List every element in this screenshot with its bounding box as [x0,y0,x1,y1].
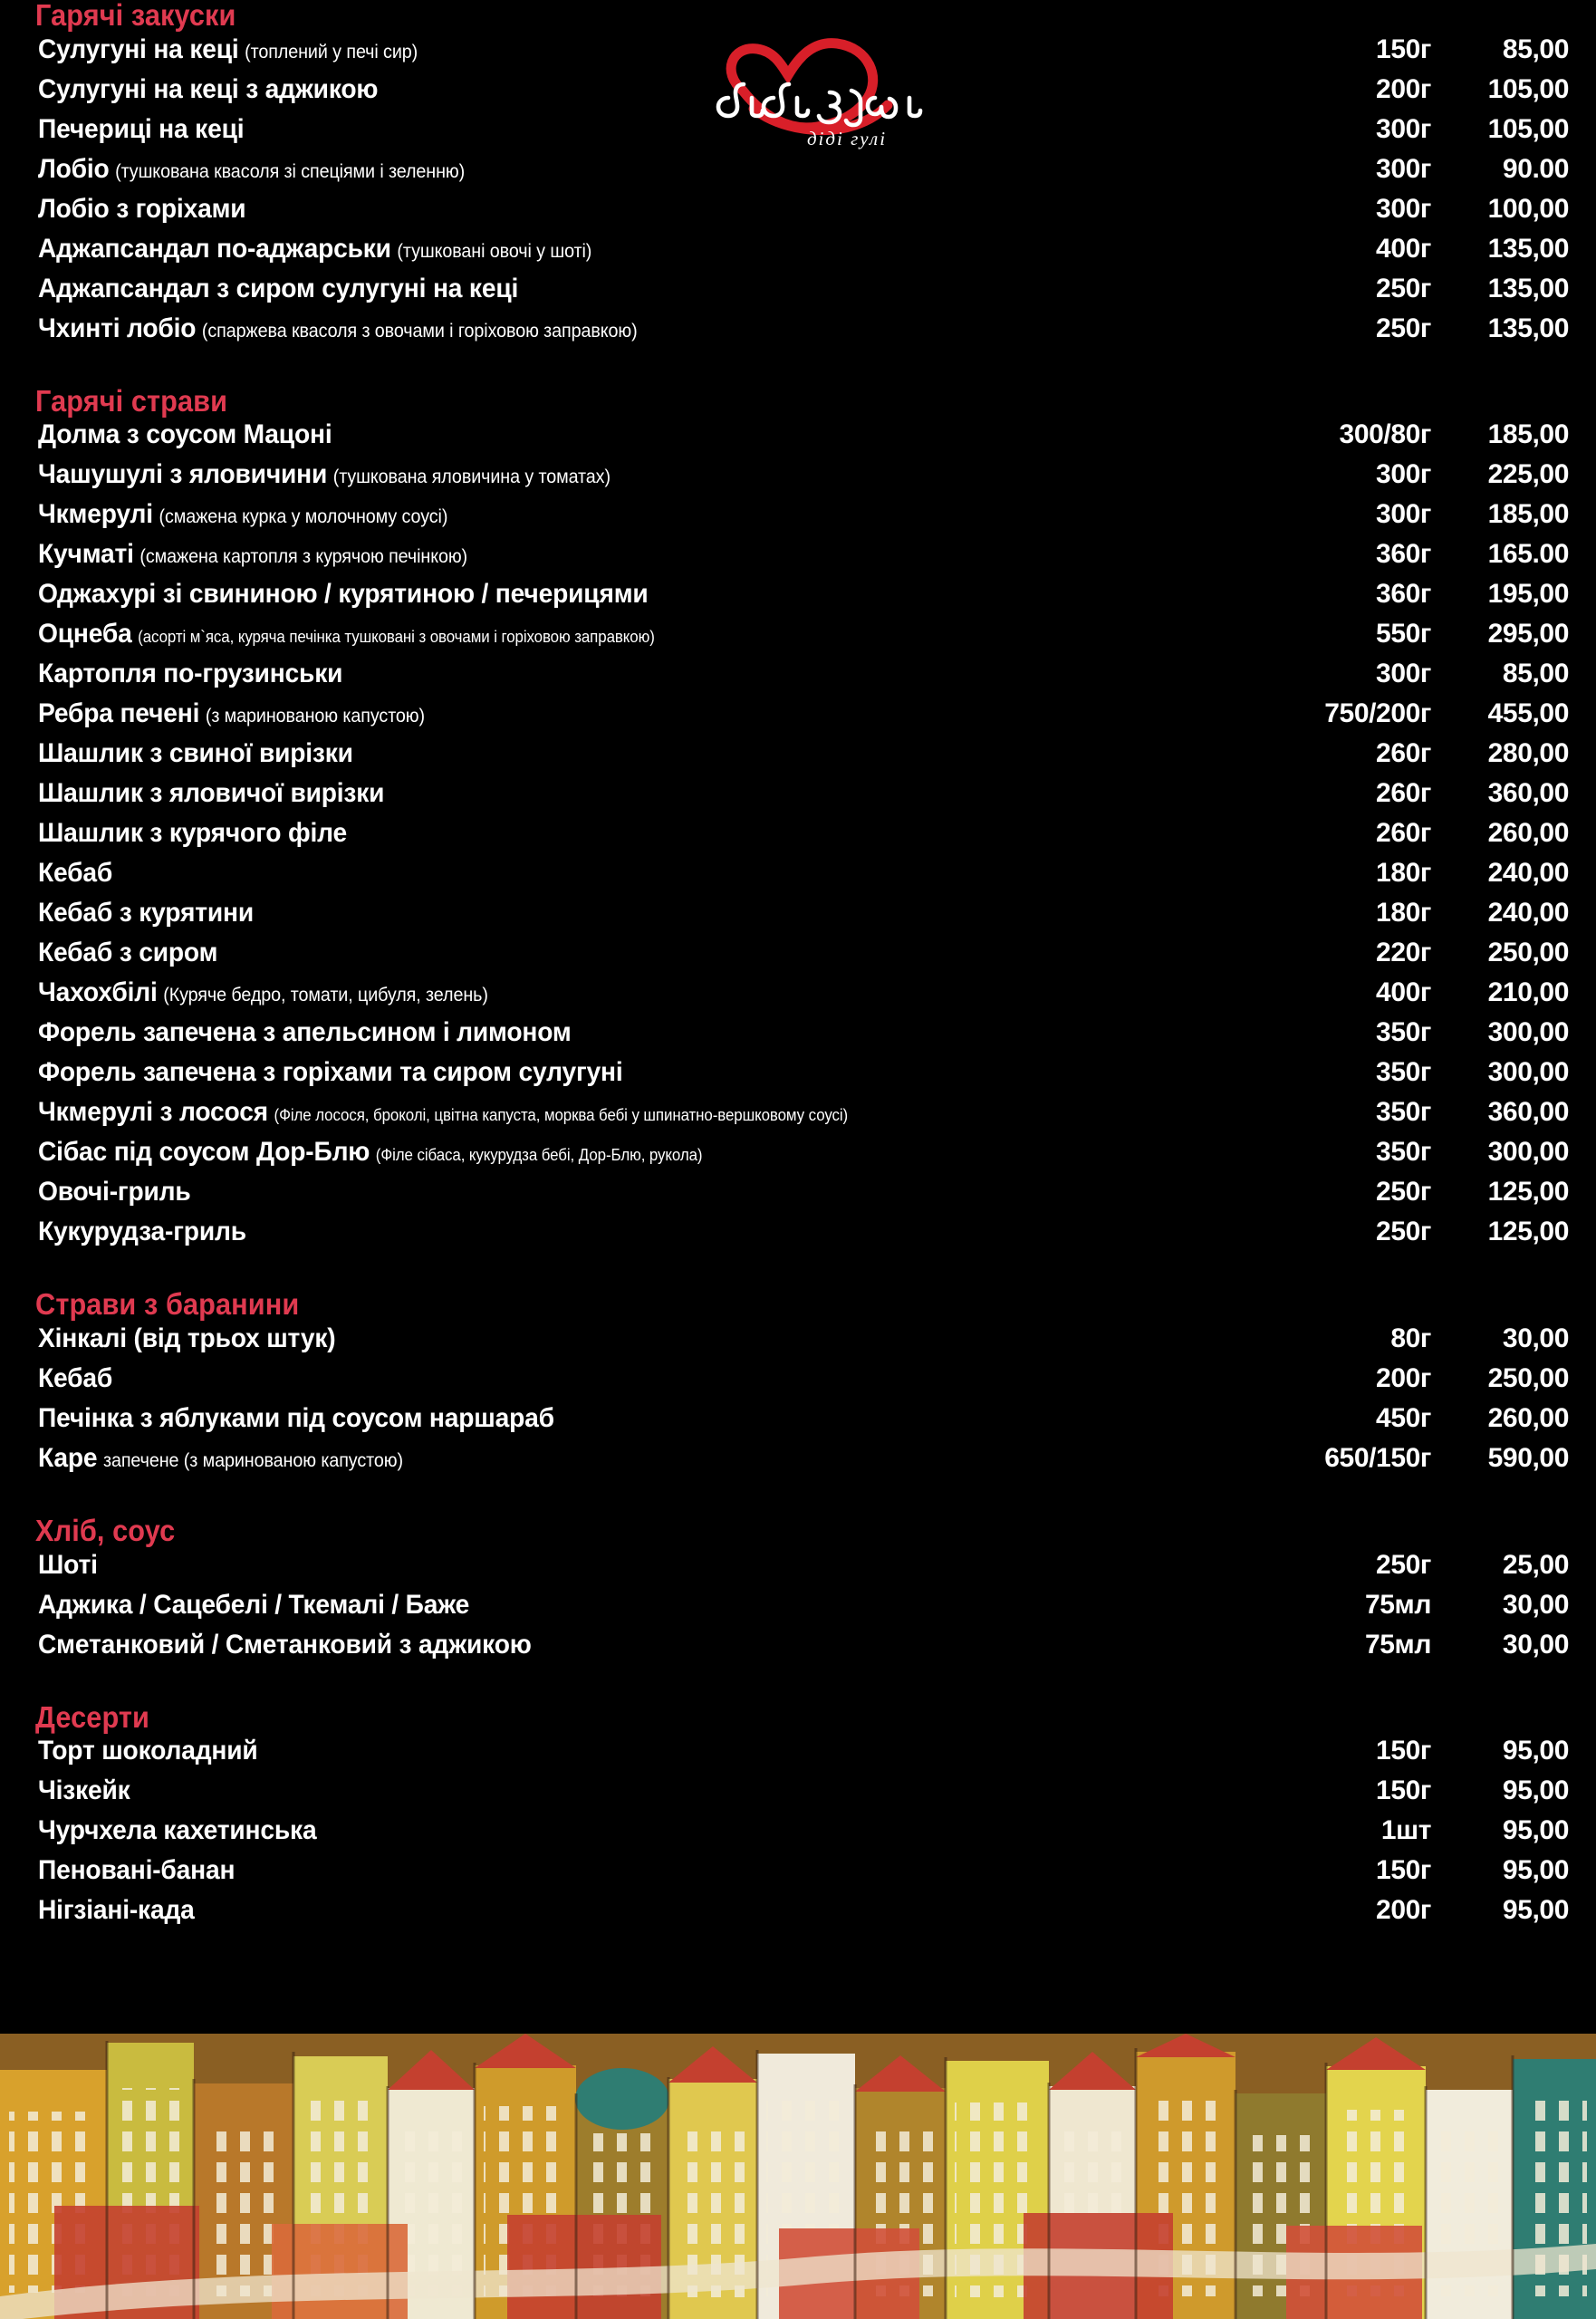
item-name: Каре [38,1444,98,1472]
item-name-group [38,1777,1168,1804]
menu-row [0,780,1596,820]
item-weight: 550г [1376,619,1431,650]
item-name: Печінка з яблуками під соусом наршараб [38,1404,554,1432]
item-name: Аджапсандал по-аджарськи [38,235,391,263]
item-price: 125,00 [1487,1217,1569,1247]
menu-row [0,939,1596,979]
item-price: 30,00 [1502,1589,1569,1620]
item-price: 210,00 [1487,977,1569,1008]
menu-section-hot-dishes [0,383,1596,1259]
item-name-group [38,541,1168,568]
item-name: Чізкейк [38,1777,130,1805]
logo-transliteration: дiдi гулi [806,128,888,149]
menu-row [0,233,1596,275]
item-name-group [38,860,1168,887]
item-name-group [38,740,1168,767]
item-name: Шашлик з яловичої вирізки [38,780,385,808]
item-weight: 200г [1376,1362,1431,1393]
item-name: Оцнеба [38,621,132,649]
item-name: Кебаб з курятини [38,900,254,928]
item-name: Лобіо з горіхами [38,195,246,223]
item-price: 95,00 [1502,1895,1569,1926]
item-description: (тушкована квасоля зі спеціями і зеленню) [115,160,466,182]
item-price: 195,00 [1487,579,1569,610]
item-name: Форель запечена з апельсином і лимоном [38,1019,572,1047]
item-price: 185,00 [1487,419,1569,450]
item-name-group [38,36,1168,63]
item-price: 260,00 [1487,818,1569,849]
item-name: Шашлик з курячого філе [38,820,347,848]
item-weight: 350г [1376,1137,1431,1168]
item-weight: 360г [1376,579,1431,610]
item-price: 95,00 [1502,1736,1569,1766]
footer-artwork [0,2034,1596,2319]
menu-row [0,36,1596,76]
item-price: 455,00 [1487,698,1569,729]
item-name: Кукурудза-гриль [38,1218,246,1246]
item-price: 280,00 [1487,738,1569,769]
item-price: 95,00 [1502,1775,1569,1806]
item-weight: 75мл [1364,1589,1431,1620]
item-weight: 150г [1376,34,1431,64]
menu-row [0,1589,1596,1631]
item-name: Долма з соусом Мацоні [38,421,332,449]
item-price: 135,00 [1487,313,1569,343]
item-name: Ребра печені [38,700,200,728]
item-price: 250,00 [1487,938,1569,968]
item-weight: 360г [1376,539,1431,570]
item-weight: 260г [1376,738,1431,769]
item-name-group [38,1737,1168,1765]
menu-section-desserts [0,1699,1596,1938]
item-name-group [38,700,1168,727]
item-price: 240,00 [1487,858,1569,889]
item-name-group [38,1592,1168,1619]
item-description: (тушковані овочі у шоті) [397,240,592,262]
menu-row [0,1442,1596,1485]
item-name-group [38,1365,1168,1392]
menu-row [0,501,1596,541]
item-weight: 80г [1390,1323,1431,1353]
item-name: Нігзіані-када [38,1897,195,1925]
item-price: 260,00 [1487,1402,1569,1433]
item-price: 590,00 [1487,1442,1569,1473]
menu-row [0,461,1596,501]
item-description: (з маринованою капустою) [205,706,425,727]
menu-row [0,700,1596,740]
item-name-group [38,1059,1168,1086]
item-weight: 300г [1376,113,1431,144]
menu-row [0,1059,1596,1099]
item-price: 100,00 [1487,193,1569,224]
menu-row [0,1817,1596,1857]
item-weight: 150г [1376,1736,1431,1766]
item-weight: 200г [1376,1895,1431,1926]
item-name: Оджахурі зі свининою / курятиною / печерицями [38,581,649,609]
item-weight: 300г [1376,153,1431,184]
menu-row [0,315,1596,355]
item-price: 300,00 [1487,1017,1569,1048]
item-price: 25,00 [1502,1549,1569,1580]
menu-row [0,820,1596,860]
menu-row [0,1897,1596,1937]
item-price: 360,00 [1487,1097,1569,1128]
item-price: 300,00 [1487,1137,1569,1168]
menu-row [0,73,1596,116]
item-price: 125,00 [1487,1177,1569,1208]
item-weight: 350г [1376,1017,1431,1048]
menu-row [0,1099,1596,1139]
menu-row [0,1777,1596,1817]
item-weight: 350г [1376,1097,1431,1128]
menu-row [0,1549,1596,1592]
item-name-group [38,660,1168,688]
menu-row [0,153,1596,196]
item-name: Кебаб [38,1364,113,1392]
menu-row [0,421,1596,461]
item-weight: 300г [1376,193,1431,224]
item-name: Печериці на кеці [38,115,245,143]
item-name-group [38,156,1168,183]
item-price: 135,00 [1487,233,1569,264]
menu-row [0,740,1596,780]
item-name: Лобіо [38,155,110,183]
item-name: Кучматі [38,541,134,569]
item-name-group [38,1325,1168,1352]
item-name: Кебаб з сиром [38,939,218,967]
item-name-group [38,421,1168,448]
item-weight: 200г [1376,73,1431,104]
menu-row [0,1857,1596,1897]
item-price: 85,00 [1502,659,1569,689]
item-name: Чурчхела кахетинська [38,1817,317,1845]
item-name-group [38,1179,1168,1206]
item-weight: 260г [1376,778,1431,809]
item-description: (топлений у печі сир) [245,41,418,63]
item-weight: 1шт [1380,1815,1431,1846]
item-description: (асорті м`яса, куряча печінка тушковані з овочами і горіховою заправкою) [138,628,655,647]
item-name-group [38,939,1168,967]
item-name-group [38,621,1168,648]
item-name: Шашлик з свиної вирізки [38,740,353,768]
menu-row [0,275,1596,315]
section-title: Гарячі закуски [35,0,236,32]
item-price: 105,00 [1487,113,1569,144]
item-name: Чашушулі з яловичини [38,461,328,489]
menu-row [0,1218,1596,1258]
item-name: Чхинті лобіо [38,314,197,342]
item-description: запечене (з маринованою капустою) [102,1449,403,1471]
item-weight: 300г [1376,459,1431,490]
item-name-group [38,501,1168,528]
item-name: Хінкалі (від трьох штук) [38,1324,336,1352]
item-name: Аджапсандал з сиром сулугуні на кеці [38,274,519,303]
item-name-group [38,315,1168,342]
item-weight: 750/200г [1324,698,1431,729]
item-name-group [38,275,1168,303]
item-name-group [38,116,1168,143]
item-weight: 400г [1376,977,1431,1008]
item-description: (смажена картопля з курячою печінкою) [139,546,468,568]
item-price: 30,00 [1502,1323,1569,1353]
item-weight: 250г [1376,1217,1431,1247]
item-name-group [38,1552,1168,1579]
item-name-group [38,979,1168,1006]
item-weight: 180г [1376,898,1431,929]
item-weight: 450г [1376,1402,1431,1433]
menu-row [0,1631,1596,1671]
item-name-group [38,1897,1168,1924]
item-name: Чахохбілі [38,979,158,1007]
item-weight: 650/150г [1324,1442,1431,1473]
item-price: 250,00 [1487,1362,1569,1393]
item-name: Картопля по-грузинськи [38,660,343,688]
item-name-group [38,1857,1168,1884]
item-name: Шоті [38,1551,98,1579]
item-name-group [38,1817,1168,1844]
item-name-group [38,780,1168,807]
item-price: 360,00 [1487,778,1569,809]
item-weight: 250г [1376,313,1431,343]
item-weight: 250г [1376,273,1431,303]
item-name: Овочі-гриль [38,1179,191,1207]
item-name-group [38,1019,1168,1046]
item-name: Сулугуні на кеці з аджикою [38,75,379,103]
item-name-group [38,1218,1168,1246]
section-title: Десерти [35,1699,150,1734]
item-price: 300,00 [1487,1057,1569,1088]
section-title: Гарячі страви [35,383,228,418]
item-weight: 350г [1376,1057,1431,1088]
menu-row [0,1179,1596,1218]
item-name-group [38,236,1168,263]
item-price: 30,00 [1502,1629,1569,1660]
item-name-group [38,1445,1168,1472]
item-weight: 250г [1376,1177,1431,1208]
item-name: Чкмерулі з лосося [38,1099,268,1127]
item-name-group [38,1139,1168,1166]
menu-row [0,113,1596,156]
item-price: 165.00 [1487,539,1569,570]
menu-row [0,1019,1596,1059]
menu-row [0,979,1596,1019]
item-weight: 260г [1376,818,1431,849]
menu-section-lamb-dishes [0,1289,1596,1485]
item-price: 90.00 [1502,153,1569,184]
item-weight: 220г [1376,938,1431,968]
item-weight: 250г [1376,1549,1431,1580]
item-description: (Філе сібаса, кукурудза бебі, Дор-Блю, рукола) [375,1146,703,1165]
item-description: (спаржева квасоля з овочами і горіховою заправкою) [201,320,638,342]
item-description: (Філе лосося, броколі, цвітна капуста, морква бебі у шпинатно-вершковому соусі) [274,1106,849,1125]
item-weight: 150г [1376,1775,1431,1806]
item-name-group [38,1405,1168,1432]
menu-row [0,660,1596,700]
item-name: Сібас під соусом Дор-Блю [38,1139,370,1167]
menu-row [0,541,1596,581]
item-name-group [38,1631,1168,1659]
item-name-group [38,461,1168,488]
item-weight: 300г [1376,499,1431,530]
item-name-group [38,196,1168,223]
item-price: 105,00 [1487,73,1569,104]
item-description: (тушкована яловичина у томатах) [332,467,611,488]
item-price: 295,00 [1487,619,1569,650]
item-name: Сметанковий / Сметанковий з аджикою [38,1631,532,1659]
item-name-group [38,900,1168,927]
item-name-group [38,1099,1168,1126]
item-description: (смажена курка у молочному соусі) [159,506,448,528]
menu-section-bread-sauces [0,1513,1596,1671]
item-price: 95,00 [1502,1855,1569,1886]
menu-row [0,900,1596,939]
item-name: Чкмерулі [38,501,153,529]
menu-row [0,1402,1596,1445]
item-price: 135,00 [1487,273,1569,303]
item-price: 85,00 [1502,34,1569,64]
menu-row [0,1139,1596,1179]
section-title: Хліб, соус [35,1513,176,1547]
menu-row [0,193,1596,236]
item-weight: 150г [1376,1855,1431,1886]
item-weight: 180г [1376,858,1431,889]
item-weight: 400г [1376,233,1431,264]
item-name-group [38,76,1168,103]
menu-row [0,1362,1596,1405]
item-weight: 300/80г [1339,419,1431,450]
item-price: 185,00 [1487,499,1569,530]
item-name-group [38,820,1168,847]
item-name: Форель запечена з горіхами та сиром сулугуні [38,1059,623,1087]
item-name: Аджика / Сацебелі / Ткемалі / Баже [38,1591,470,1619]
item-name: Сулугуні на кеці [38,35,239,63]
menu-row [0,1325,1596,1365]
item-price: 240,00 [1487,898,1569,929]
item-weight: 75мл [1364,1629,1431,1660]
section-title: Страви з баранини [35,1287,300,1322]
item-price: 95,00 [1502,1815,1569,1846]
item-weight: 300г [1376,659,1431,689]
item-name-group [38,581,1168,608]
menu-row [0,621,1596,660]
menu-row [0,860,1596,900]
menu-row [0,1737,1596,1777]
menu-section-hot-appetizers [0,0,1596,355]
item-name: Торт шоколадний [38,1737,258,1766]
item-description: (Куряче бедро, томати, цибуля, зелень) [163,985,488,1006]
item-name: Пеновані-банан [38,1857,236,1885]
item-price: 225,00 [1487,459,1569,490]
menu-row [0,581,1596,621]
item-name: Кебаб [38,860,113,888]
